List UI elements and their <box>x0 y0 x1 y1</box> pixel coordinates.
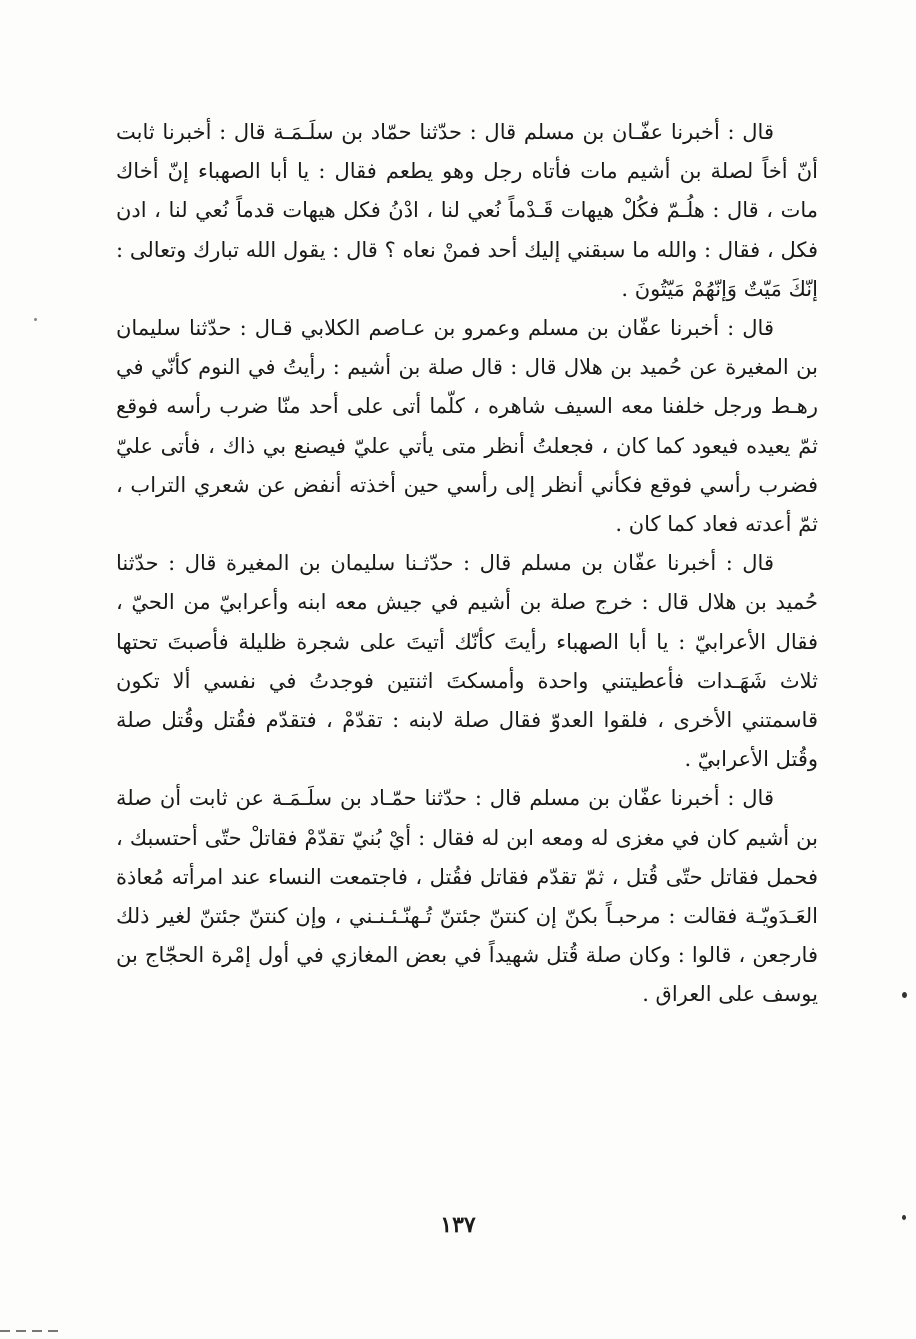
scan-speck <box>902 1215 906 1220</box>
body-text <box>116 113 818 1015</box>
scan-speck <box>902 992 907 998</box>
paragraph-4: قال : أخبرنا عفّان بن مسلم قال : حدّثنا حمّـاد بن سلَـمَـة عن ثابت أن صلة بن أشيم كان في مغزى له ومعه ابن له فقال : أيْ بُنيّ تقدّمْ فقاتلْ حتّى أحتسبك ، فحمل فقاتل حتّى قُتل ، ثمّ تقدّم فقاتل فقُتل ، فاجتمعت النساء عند امرأته مُعاذة العَـدَويّـة فقالت : مرحبـاً بكنّ إن كنتنّ جئتنّ تُـهنّـئـنـني ، وإن كنتنّ جئتنّ لغير ذلك فارجعن ، قالوا : وكان صلة قُتل شهيداً في بعض المغازي في أول إمْرة الحجّاج بن يوسف على العراق . <box>116 786 818 1007</box>
scan-speck <box>34 318 37 321</box>
paragraph-3: قال : أخبرنا عفّان بن مسلم قال : حدّثـنا سليمان بن المغيرة قال : حدّثنا حُميد بن هلال قال : خرج صلة بن أشيم في جيش معه ابنه وأعرابيّ من الحيّ ، فقال الأعرابيّ : يا أبا الصهباء رأيتَ كأنّك أتيتَ على شجرة ظليلة فأصبتَ تحتها ثلاث شَهَـدات فأعطيتني واحدة وأمسكتَ اثنتين فوجدتُ في نفسي ألا تكون قاسمتني الأخرى ، فلقوا العدوّ فقال صلة لابنه : تقدّمْ ، فتقدّم فقُتل وقُتل صلة وقُتل الأعرابيّ . <box>116 551 818 772</box>
scan-edge-dashes <box>0 1330 60 1332</box>
page-number: ١٣٧ <box>440 1212 476 1238</box>
paragraph-1: قال : أخبرنا عفّـان بن مسلم قال : حدّثنا حمّاد بن سلَـمَـة قال : أخبرنا ثابت أنّ أخاً لصلة بن أشيم مات فأتاه رجل وهو يطعم فقال : يا أبا الصهباء إنّ أخاك مات ، قال : هلُـمّ فكُلْ هيهات قَـدْماً نُعي لنا ، ادْنُ فكل هيهات قدماً نُعي لنا ، ادن فكل ، فقال : والله ما سبقني إليك أحد فمنْ نعاه ؟ قال : يقول الله تبارك وتعالى : إنّكَ مَيّتٌ وَإنّهُمْ مَيّتُونَ . <box>116 120 818 301</box>
paragraph-2: قال : أخبرنا عفّان بن مسلم وعمرو بن عـاصم الكلابي قـال : حدّثنا سليمان بن المغيرة عن حُميد بن هلال قال : قال صلة بن أشيم : رأيتُ في النوم كأنّي في رهـط ورجل خلفنا معه السيف شاهره ، كلّما أتى على أحد منّا ضرب رأسه فوقع ثمّ يعيده فيعود كما كان ، فجعلتُ أنظر متى يأتي عليّ فيصنع بي ذاك ، فأتى عليّ فضرب رأسي فوقع فكأني أنظر إلى رأسي حين أخذته أنفض عن شعري التراب ، ثمّ أعدته فعاد كما كان . <box>116 316 818 537</box>
